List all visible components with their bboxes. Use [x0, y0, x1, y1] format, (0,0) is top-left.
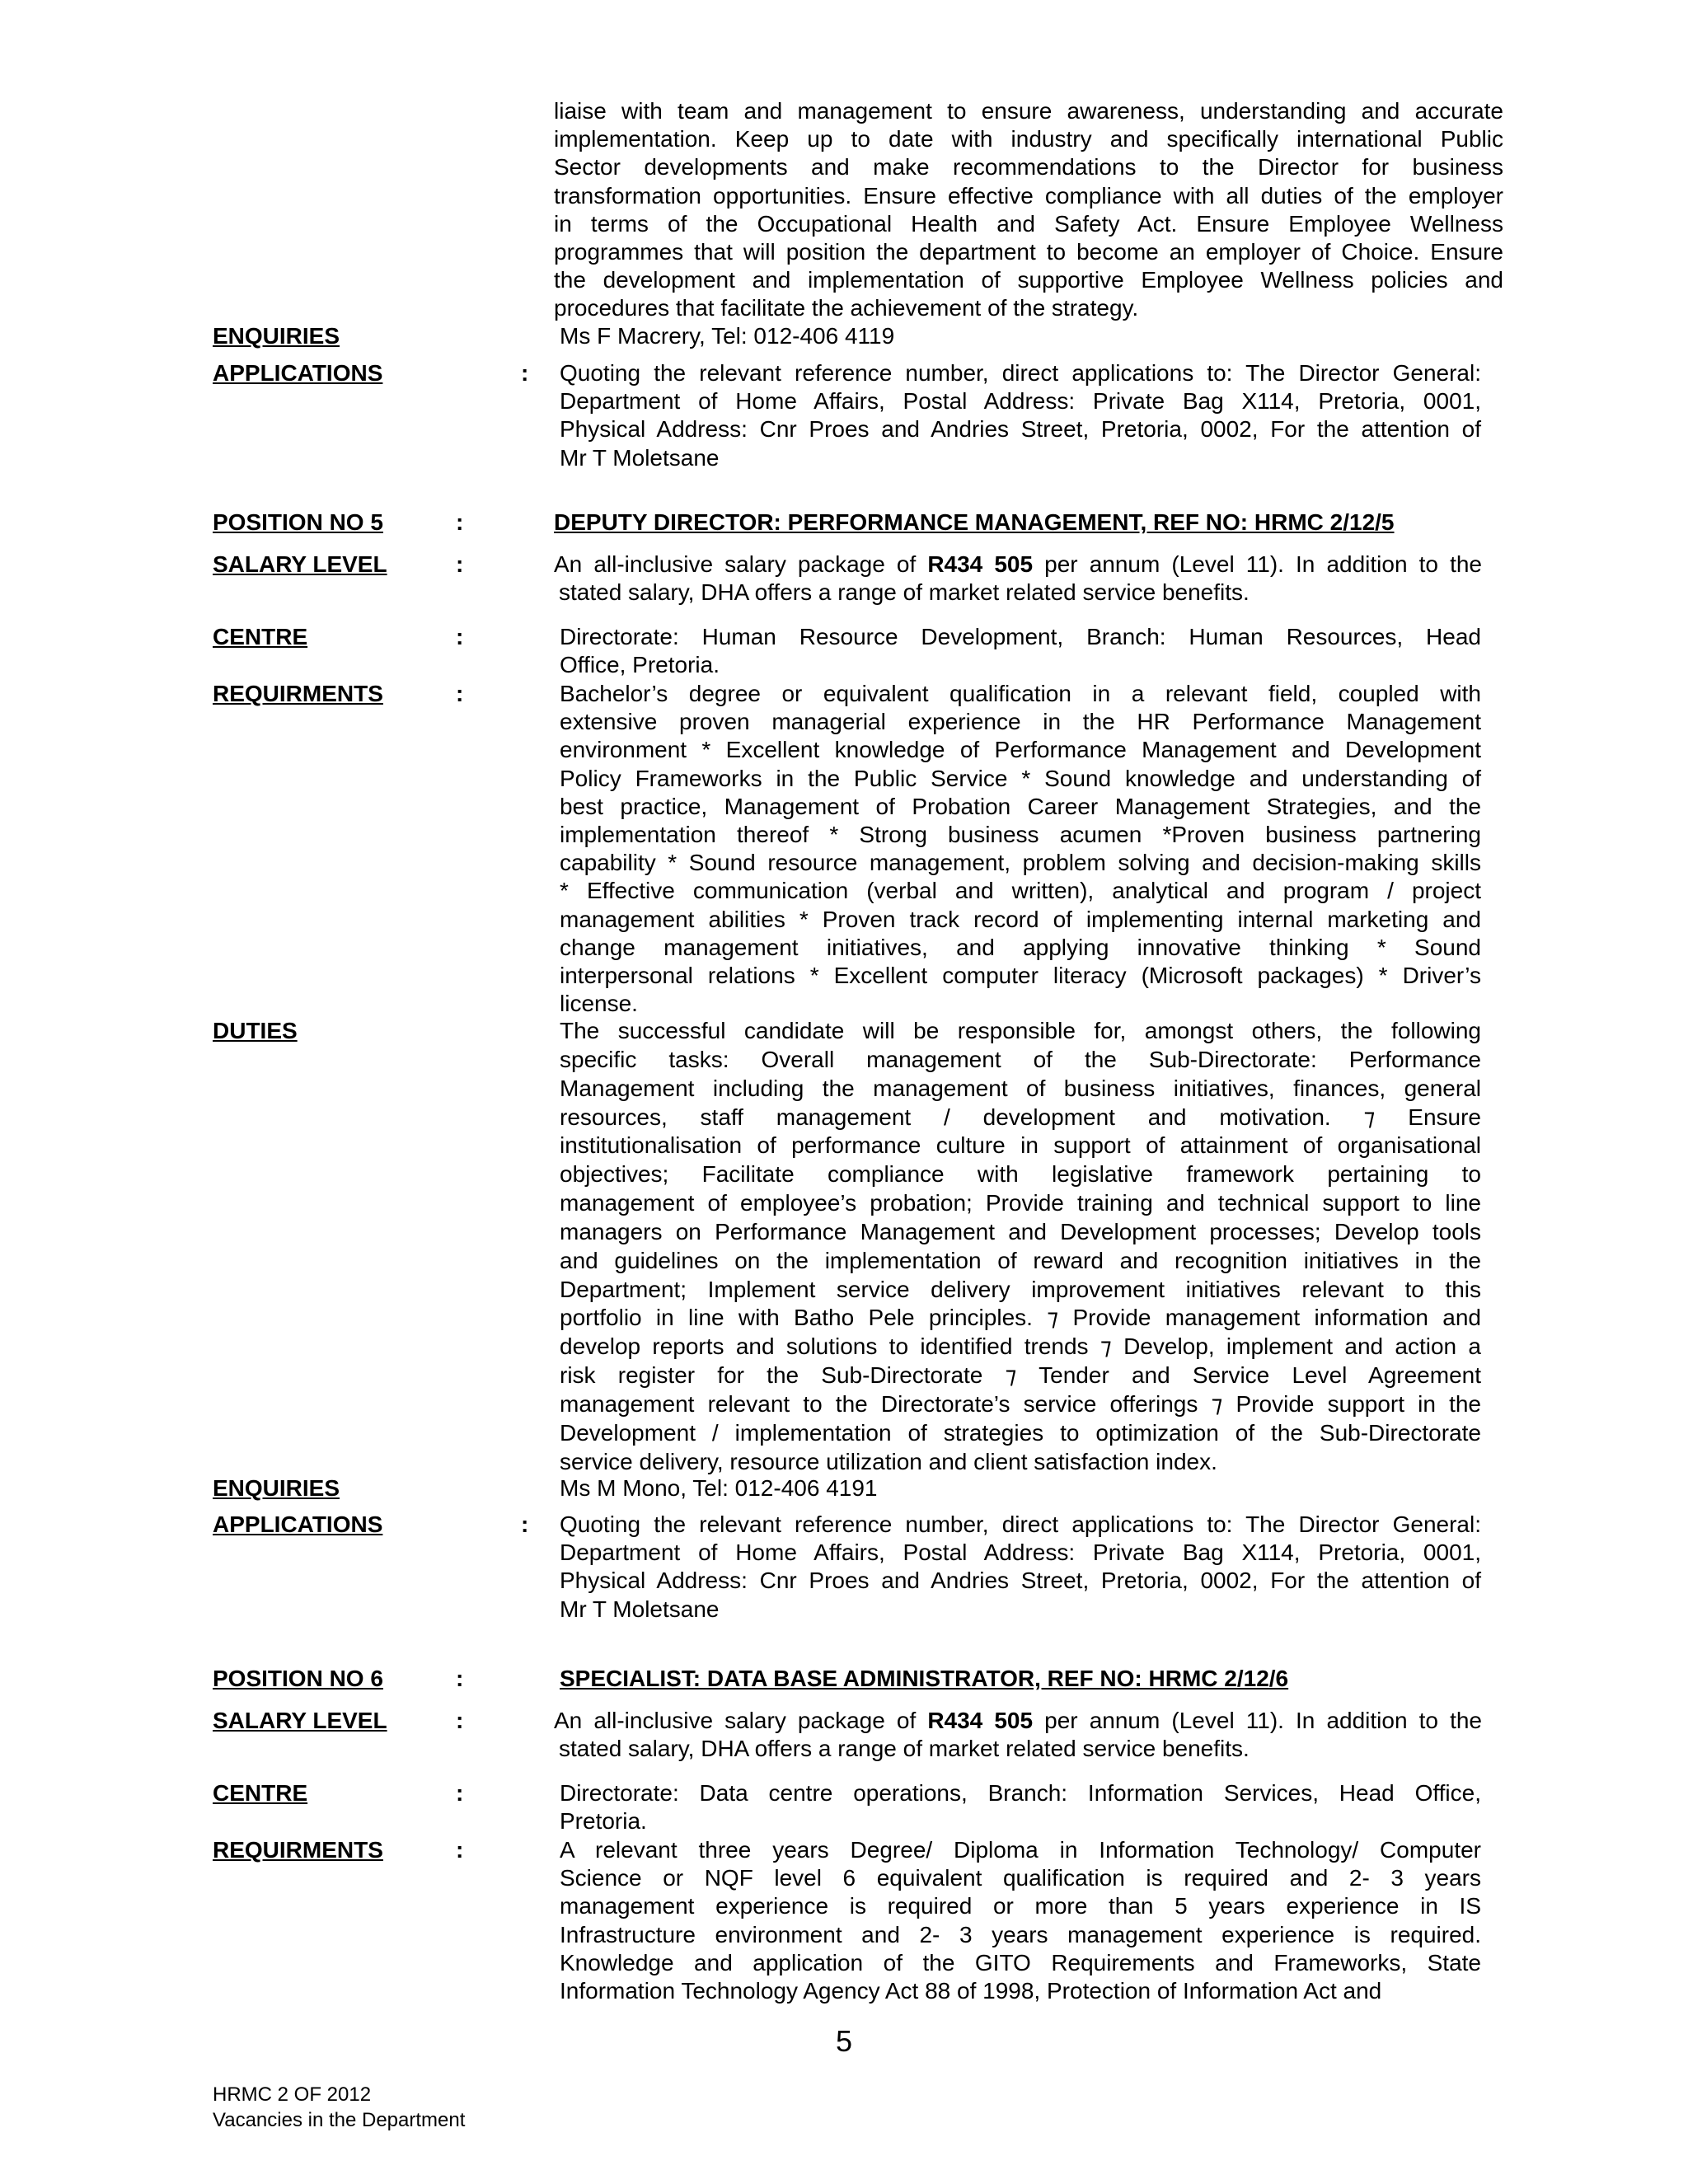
centre-label-6: CENTRE [213, 1780, 308, 1806]
footer-line-1: HRMC 2 OF 2012 [213, 2083, 372, 2106]
text-line: change management initiatives, and applying innovative thinking * Sound [560, 934, 1481, 960]
text-line: institutionalisation of performance culture in support of attainment of organisational [560, 1132, 1481, 1159]
requirements-colon-6: : [456, 1837, 464, 1863]
text-line: management of employee’s probation; Provide training and technical support to line [560, 1190, 1481, 1216]
salary-amount-5: R434 505 [927, 551, 1034, 577]
text-line: in terms of the Occupational Health and Safety Act. Ensure Employee Wellness [554, 210, 1503, 237]
intro-paragraph [554, 97, 1503, 323]
salary-value-5: An all-inclusive salary package of R434 505 per annum (Level 11). In addition to the stated salary, DHA offers a range of market related service benefits. [554, 551, 1482, 606]
text-line: Management including the management of business initiatives, finances, general [560, 1075, 1481, 1101]
text-line: Quoting the relevant reference number, direct applications to: The Director General: [560, 1511, 1481, 1537]
text-line: management relevant to the Directorate’s service offerings ⁊ Provide support in the [560, 1390, 1481, 1417]
text-line: Sector developments and make recommendations to the Director for business [554, 154, 1503, 180]
text-line: management abilities * Proven track record of implementing internal marketing and [560, 906, 1481, 932]
text-line: specific tasks: Overall management of the Sub-Directorate: Performance [560, 1046, 1481, 1072]
enquiries-value-5: Ms M Mono, Tel: 012-406 4191 [560, 1475, 878, 1501]
text-line: transformation opportunities. Ensure effective compliance with all duties of the employer [554, 182, 1503, 209]
salary-value-6: An all-inclusive salary package of R434 505 per annum (Level 11). In addition to the stated salary, DHA offers a range of market related service benefits. [554, 1708, 1482, 1762]
text-line: managers on Performance Management and Development processes; Develop tools [560, 1218, 1481, 1244]
text-line: Infrastructure environment and 2- 3 years management experience is required. [560, 1921, 1481, 1947]
applications-value-5 [560, 1511, 1481, 1624]
text-line: Physical Address: Cnr Proes and Andries Street, Pretoria, 0002, For the attention of [560, 1568, 1481, 1594]
text-line: * Effective communication (verbal and written), analytical and program / project [560, 878, 1481, 904]
centre-value-5 [560, 623, 1481, 679]
salary-label-6: SALARY LEVEL [213, 1708, 387, 1733]
text-line: Directorate: Human Resource Development, Branch: Human Resources, Head [560, 624, 1481, 649]
applications-colon-5: : [521, 1511, 529, 1537]
salary-label-5: SALARY LEVEL [213, 551, 387, 577]
text-line: environment * Excellent knowledge of Performance Management and Development [560, 737, 1481, 763]
requirements-value-6 [560, 1836, 1481, 2005]
text-line: capability * Sound resource management, problem solving and decision-making skills [560, 850, 1481, 876]
text-line: Science or NQF level 6 equivalent qualification is required and 2- 3 years [560, 1865, 1481, 1891]
salary-colon-6: : [456, 1708, 464, 1733]
text-line: risk register for the Sub-Directorate ⁊ Tender and Service Level Agreement [560, 1362, 1481, 1389]
applications-label-1: APPLICATIONS [213, 360, 383, 386]
applications-value-1 [560, 359, 1481, 472]
text-line: interpersonal relations * Excellent computer literacy (Microsoft packages) * Driver’s [560, 963, 1481, 989]
text-line: Office, Pretoria. [560, 652, 720, 678]
text-line: Bachelor’s degree or equivalent qualification in a relevant field, coupled with [560, 681, 1481, 706]
requirements-colon-5: : [456, 681, 464, 706]
text-line: and guidelines on the implementation of reward and recognition initiatives in the [560, 1247, 1481, 1273]
text-line: develop reports and solutions to identified trends ⁊ Develop, implement and action a [560, 1333, 1481, 1360]
text-line: Physical Address: Cnr Proes and Andries Street, Pretoria, 0002, For the attention of [560, 416, 1481, 443]
text-line: Development / implementation of strategies to optimization of the Sub-Directorate [560, 1419, 1481, 1446]
text-line: service delivery, resource utilization and client satisfaction index. [560, 1448, 1217, 1474]
salary-amount-6: R434 505 [927, 1708, 1034, 1733]
text-line: Mr T Moletsane [560, 444, 720, 471]
text-line: Policy Frameworks in the Public Service * Sound knowledge and understanding of [560, 765, 1481, 791]
salary-colon-5: : [456, 551, 464, 577]
enquiries-value-1: Ms F Macrery, Tel: 012-406 4119 [560, 323, 895, 349]
duties-label-5: DUTIES [213, 1018, 298, 1043]
text-line: The successful candidate will be responsible for, amongst others, the following [560, 1018, 1481, 1043]
centre-value-6 [560, 1779, 1481, 1835]
text-line: procedures that facilitate the achievement of the strategy. [554, 295, 1139, 321]
position-6-colon: : [456, 1666, 464, 1691]
text-line: Department; Implement service delivery improvement initiatives relevant to this [560, 1276, 1481, 1302]
applications-colon-1: : [521, 360, 529, 386]
centre-colon-5: : [456, 624, 464, 649]
position-6-title: SPECIALIST: DATA BASE ADMINISTRATOR, REF NO: HRMC 2/12/6 [560, 1666, 1289, 1691]
enquiries-label-5: ENQUIRIES [213, 1475, 340, 1501]
text-line: the development and implementation of supportive Employee Wellness policies and [554, 267, 1503, 293]
position-5-label: POSITION NO 5 [213, 509, 383, 535]
text-line: best practice, Management of Probation Career Management Strategies, and the [560, 793, 1481, 819]
position-6-label: POSITION NO 6 [213, 1666, 383, 1691]
requirements-value-5 [560, 680, 1481, 1018]
text-line: objectives; Facilitate compliance with legislative framework pertaining to [560, 1161, 1481, 1188]
text-line: license. [560, 991, 638, 1017]
text-line: implementation. Keep up to date with industry and specifically international Public [554, 126, 1503, 152]
page-number: 5 [835, 2024, 853, 2058]
text-line: Directorate: Data centre operations, Branch: Information Services, Head Office, [560, 1780, 1481, 1806]
duties-value-5 [560, 1017, 1481, 1477]
text-line: extensive proven managerial experience in the HR Performance Management [560, 709, 1481, 735]
text-line: Quoting the relevant reference number, direct applications to: The Director General: [560, 360, 1481, 386]
text-line: Pretoria. [560, 1808, 647, 1835]
text-line: implementation thereof * Strong business acumen *Proven business partnering [560, 822, 1481, 848]
requirements-label-5: REQUIRMENTS [213, 681, 383, 706]
text-line: programmes that will position the department to become an employer of Choice. Ensure [554, 239, 1503, 265]
position-5-title: DEPUTY DIRECTOR: PERFORMANCE MANAGEMENT, REF NO: HRMC 2/12/5 [554, 509, 1395, 535]
requirements-label-6: REQUIRMENTS [213, 1837, 383, 1863]
text-line: A relevant three years Degree/ Diploma in Information Technology/ Computer [560, 1837, 1481, 1863]
text-line: management experience is required or more than 5 years experience in IS [560, 1893, 1481, 1919]
centre-colon-6: : [456, 1780, 464, 1806]
position-5-colon: : [456, 509, 464, 535]
text-line: Knowledge and application of the GITO Requirements and Frameworks, State [560, 1949, 1481, 1975]
text-line: liaise with team and management to ensure awareness, understanding and accurate [554, 98, 1503, 124]
text-line: Department of Home Affairs, Postal Address: Private Bag X114, Pretoria, 0001, [560, 1540, 1481, 1566]
footer-line-2: Vacancies in the Department [213, 2109, 466, 2131]
enquiries-label-1: ENQUIRIES [213, 323, 340, 349]
text-line: resources, staff management / development and motivation. ⁊ Ensure [560, 1104, 1481, 1130]
applications-label-5: APPLICATIONS [213, 1511, 383, 1537]
text-line: Mr T Moletsane [560, 1596, 720, 1622]
text-line: Department of Home Affairs, Postal Address: Private Bag X114, Pretoria, 0001, [560, 388, 1481, 415]
text-line: portfolio in line with Batho Pele principles. ⁊ Provide management information and [560, 1305, 1481, 1331]
text-line: Information Technology Agency Act 88 of 1998, Protection of Information Act and [560, 1978, 1382, 2004]
centre-label-5: CENTRE [213, 624, 308, 649]
